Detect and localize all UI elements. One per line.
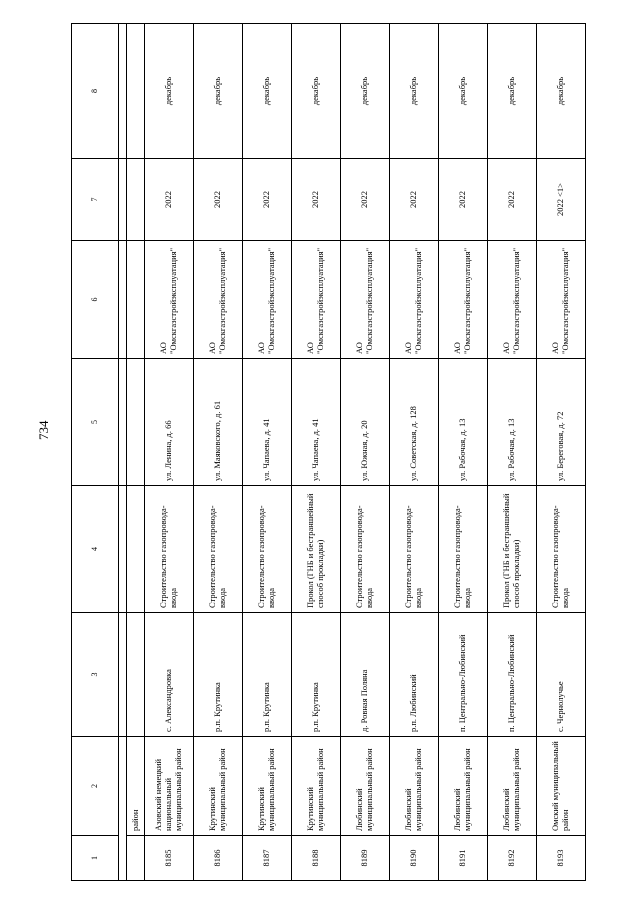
table-row — [537, 23, 586, 880]
settlement-cell: с. Александровка — [145, 612, 193, 736]
month-cell: декабрь — [145, 23, 193, 158]
executor-cell: АО "Омскгазстройэксплуатация" — [292, 240, 340, 358]
continuation-text: район — [127, 736, 144, 835]
year-cell: 2022 — [145, 158, 193, 240]
table-row — [243, 23, 292, 880]
table-row — [390, 23, 439, 880]
district-cell: Любинский муниципальный район — [488, 736, 536, 835]
executor-cell: АО "Омскгазстройэксплуатация" — [194, 240, 242, 358]
district-cell: Крутинский муниципальный район — [292, 736, 340, 835]
address-cell: ул. Советская, д. 128 — [390, 358, 438, 485]
settlement-cell: д. Ровная Поляна — [341, 612, 389, 736]
page-number: 734 — [36, 420, 51, 440]
executor-cell: АО "Омскгазстройэксплуатация" — [390, 240, 438, 358]
table-row — [194, 23, 243, 880]
column-number-8: 8 — [72, 23, 118, 158]
row-number: 8189 — [341, 835, 389, 880]
year-cell: 2022 <1> — [537, 158, 585, 240]
table-row — [145, 23, 194, 880]
executor-cell: АО "Омскгазстройэксплуатация" — [243, 240, 291, 358]
address-cell: ул. Рабочая, д. 13 — [439, 358, 487, 485]
district-cell: Азовский немецкий национальный муниципальный район — [145, 736, 193, 835]
column-number-5: 5 — [72, 358, 118, 485]
district-cell: Омский муниципальный район — [537, 736, 585, 835]
settlement-cell: с. Чернолучье — [537, 612, 585, 736]
district-cell: Любинский муниципальный район — [390, 736, 438, 835]
continuation-row — [127, 23, 145, 880]
month-cell: декабрь — [243, 23, 291, 158]
district-cell: Любинский муниципальный район — [341, 736, 389, 835]
work-type-cell: Строительство газопровода-ввода — [145, 485, 193, 612]
spacer-row — [119, 23, 127, 880]
column-number-6: 6 — [72, 240, 118, 358]
year-cell: 2022 — [194, 158, 242, 240]
district-cell: Любинский муниципальный район — [439, 736, 487, 835]
address-cell: ул. Рабочая, д. 13 — [488, 358, 536, 485]
month-cell: декабрь — [537, 23, 585, 158]
row-number: 8186 — [194, 835, 242, 880]
row-number: 8192 — [488, 835, 536, 880]
work-type-cell: Строительство газопровода-ввода — [341, 485, 389, 612]
column-number-1: 1 — [72, 835, 118, 880]
work-type-cell: Строительство газопровода-ввода — [537, 485, 585, 612]
table-row — [439, 23, 488, 880]
month-cell: декабрь — [439, 23, 487, 158]
district-cell: Крутинский муниципальный район — [194, 736, 242, 835]
year-cell: 2022 — [292, 158, 340, 240]
settlement-cell: р.п. Крутинка — [194, 612, 242, 736]
work-type-cell: Строительство газопровода-ввода — [439, 485, 487, 612]
work-type-cell: Прокол (ГНБ и бестраншейный способ прокладки) — [488, 485, 536, 612]
month-cell: декабрь — [341, 23, 389, 158]
row-number: 8193 — [537, 835, 585, 880]
row-number: 8188 — [292, 835, 340, 880]
table-row — [341, 23, 390, 880]
executor-cell: АО "Омскгазстройэксплуатация" — [537, 240, 585, 358]
row-number: 8191 — [439, 835, 487, 880]
work-type-cell: Строительство газопровода-ввода — [390, 485, 438, 612]
column-number-2: 2 — [72, 736, 118, 835]
executor-cell: АО "Омскгазстройэксплуатация" — [145, 240, 193, 358]
row-number: 8187 — [243, 835, 291, 880]
column-number-7: 7 — [72, 158, 118, 240]
row-number: 8190 — [390, 835, 438, 880]
month-cell: декабрь — [390, 23, 438, 158]
table-row — [292, 23, 341, 880]
year-cell: 2022 — [341, 158, 389, 240]
column-number-4: 4 — [72, 485, 118, 612]
work-type-cell: Прокол (ГНБ и бестраншейный способ прокладки) — [292, 485, 340, 612]
month-cell: декабрь — [488, 23, 536, 158]
work-type-cell: Строительство газопровода-ввода — [243, 485, 291, 612]
year-cell: 2022 — [243, 158, 291, 240]
column-number-row — [72, 23, 119, 880]
executor-cell: АО "Омскгазстройэксплуатация" — [341, 240, 389, 358]
executor-cell: АО "Омскгазстройэксплуатация" — [488, 240, 536, 358]
settlement-cell: п. Центрально-Любинский — [488, 612, 536, 736]
settlement-cell: р.п. Крутинка — [243, 612, 291, 736]
address-cell: ул. Чапаева, д. 41 — [292, 358, 340, 485]
year-cell: 2022 — [390, 158, 438, 240]
settlement-cell: р.п. Крутинка — [292, 612, 340, 736]
executor-cell: АО "Омскгазстройэксплуатация" — [439, 240, 487, 358]
address-cell: ул. Маяковского, д. 61 — [194, 358, 242, 485]
row-number: 8185 — [145, 835, 193, 880]
year-cell: 2022 — [488, 158, 536, 240]
district-cell: Крутинский муниципальный район — [243, 736, 291, 835]
settlement-cell: р.п. Любинский — [390, 612, 438, 736]
month-cell: декабрь — [292, 23, 340, 158]
column-number-3: 3 — [72, 612, 118, 736]
work-type-cell: Строительство газопровода-ввода — [194, 485, 242, 612]
address-cell: ул. Ленина, д. 66 — [145, 358, 193, 485]
year-cell: 2022 — [439, 158, 487, 240]
address-cell: ул. Южная, д. 20 — [341, 358, 389, 485]
table-body — [145, 23, 586, 880]
address-cell: ул. Чапаева, д. 41 — [243, 358, 291, 485]
address-cell: ул. Береговая, д. 72 — [537, 358, 585, 485]
works-table — [71, 23, 586, 881]
settlement-cell: п. Центрально-Любинский — [439, 612, 487, 736]
month-cell: декабрь — [194, 23, 242, 158]
table-row — [488, 23, 537, 880]
